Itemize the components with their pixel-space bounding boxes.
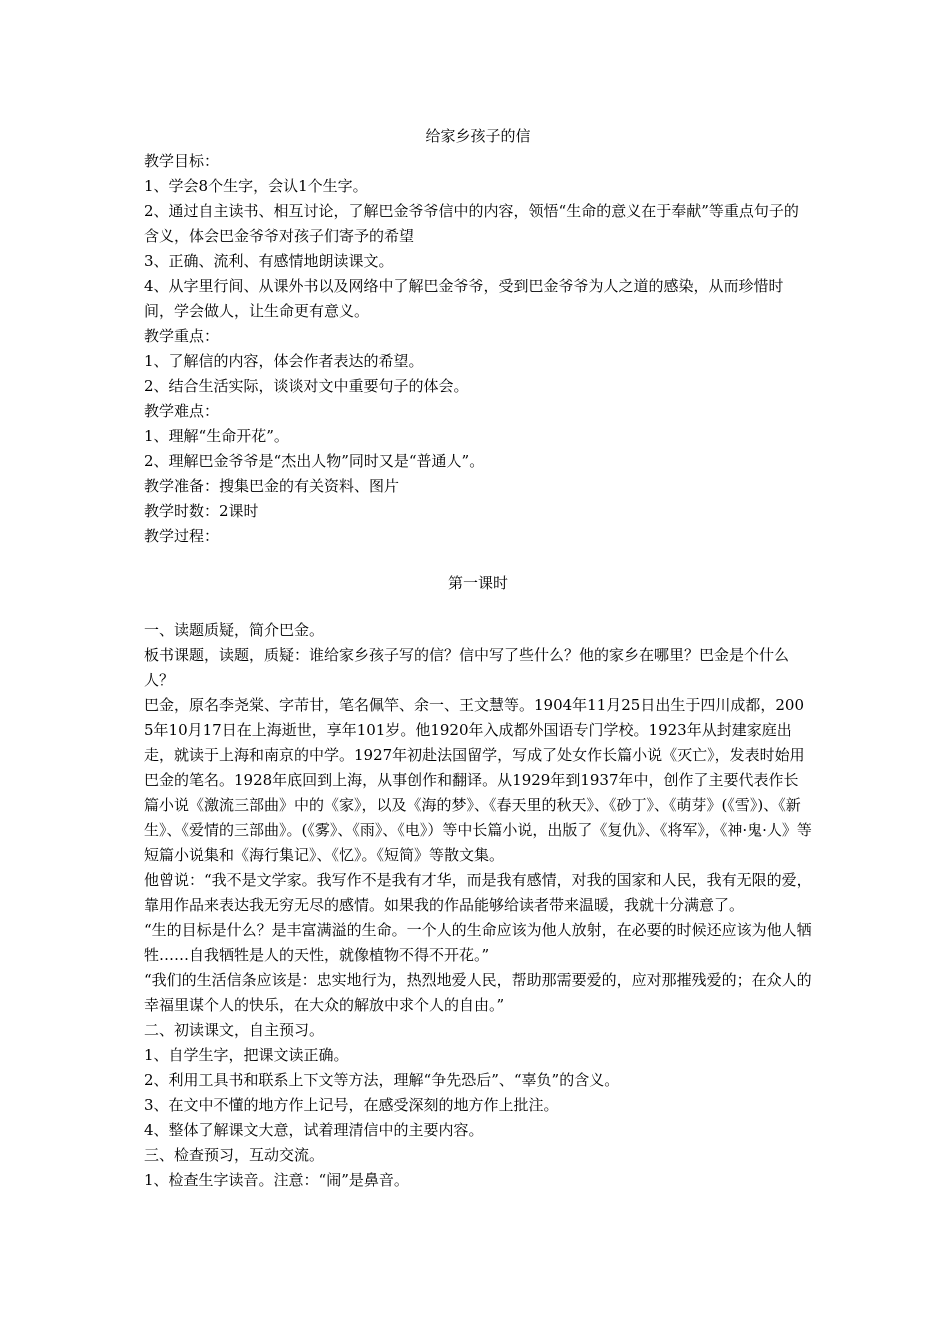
paragraph: 巴金，原名李尧棠、字芾甘，笔名佩竿、余一、王文慧等。1904年11月25日出生于四川成都，2005年10月17日在上海逝世，享年101岁。他1920年入成都外国语专门学校。1923年从封建家庭出走，就读于上海和南京的中学。1927年初赴法国留学，写成了处女作长篇小说《灭亡》，发表时始用巴金的笔名。1928年底回到上海，从事创作和翻译。从1929年到1937年中，创作了主要代表作长篇小说《激流三部曲》中的《家》，以及《海的梦》、《春天里的秋天》、《砂丁》、《萌芽》(《雪》)、《新生》、《爱情的三部曲》。(《雾》、《雨》、《电》）等中长篇小说，出版了《复仇》、《将军》，《神·鬼·人》等短篇小说集和《海行集记》、《忆》。《短简》等散文集。 [144, 696, 812, 864]
paragraph: “我们的生活信条应该是：忠实地行为，热烈地爱人民，帮助那需要爱的，应对那摧残爱的；在众人的幸福里谋个人的快乐，在大众的解放中求个人的自由。” [144, 971, 812, 1014]
paragraph: 教学目标： [144, 152, 220, 170]
paragraph: 他曾说：“我不是文学家。我写作不是我有才华，而是我有感情，对我的国家和人民，我有无限的爱，靠用作品来表达我无穷无尽的感情。如果我的作品能够给读者带来温暖，我就十分满意了。 [144, 871, 812, 914]
paragraph: 1、检查生字读音。注意：“闹”是鼻音。 [144, 1171, 409, 1189]
paragraph: 4、整体了解课文大意，试着理清信中的主要内容。 [144, 1121, 484, 1139]
paragraph: 一、读题质疑，简介巴金。 [144, 621, 325, 639]
paragraph: 3、正确、流利、有感情地朗读课文。 [144, 252, 394, 270]
paragraph: 1、自学生字，把课文读正确。 [144, 1046, 349, 1064]
paragraph: 1、学会8个生字，会认1个生字。 [144, 177, 368, 195]
paragraph: 1、了解信的内容，体会作者表达的希望。 [144, 352, 424, 370]
paragraph: 二、初读课文，自主预习。 [144, 1021, 325, 1039]
paragraph: 2、结合生活实际，谈谈对文中重要句子的体会。 [144, 377, 469, 395]
section-title: 第一课时 [447, 574, 508, 592]
paragraph: 教学难点： [144, 402, 220, 420]
paragraph: 三、检查预习，互动交流。 [144, 1146, 325, 1164]
paragraph: 3、在文中不懂的地方作上记号，在感受深刻的地方作上批注。 [144, 1096, 559, 1114]
paragraph: “生的目标是什么？是丰富满溢的生命。一个人的生命应该为他人放射，在必要的时候还应该为他人牺牲……自我牺牲是人的天性，就像植物不得不开花。” [144, 921, 812, 964]
paragraph: 2、理解巴金爷爷是“杰出人物”同时又是“普通人”。 [144, 452, 485, 470]
document-page [144, 120, 812, 1193]
document-title: 给家乡孩子的信 [425, 127, 531, 145]
paragraph: 2、通过自主读书、相互讨论，了解巴金爷爷信中的内容，领悟“生命的意义在于奉献”等重点句子的含义，体会巴金爷爷对孩子们寄予的希望 [144, 202, 799, 245]
paragraph: 4、从字里行间、从课外书以及网络中了解巴金爷爷，受到巴金爷爷为人之道的感染，从而珍惜时间，学会做人，让生命更有意义。 [144, 277, 784, 320]
paragraph: 教学准备：搜集巴金的有关资料、图片 [144, 477, 400, 495]
paragraph: 教学重点： [144, 327, 220, 345]
paragraph: 1、理解“生命开花”。 [144, 427, 289, 445]
paragraph: 板书课题，读题，质疑：谁给家乡孩子写的信？信中写了些什么？他的家乡在哪里？巴金是个什么人？ [144, 646, 790, 689]
paragraph: 2、利用工具书和联系上下文等方法，理解“争先恐后”、“辜负”的含义。 [144, 1071, 620, 1089]
paragraph: 教学时数：2课时 [144, 502, 259, 520]
paragraph: 教学过程： [144, 527, 220, 545]
